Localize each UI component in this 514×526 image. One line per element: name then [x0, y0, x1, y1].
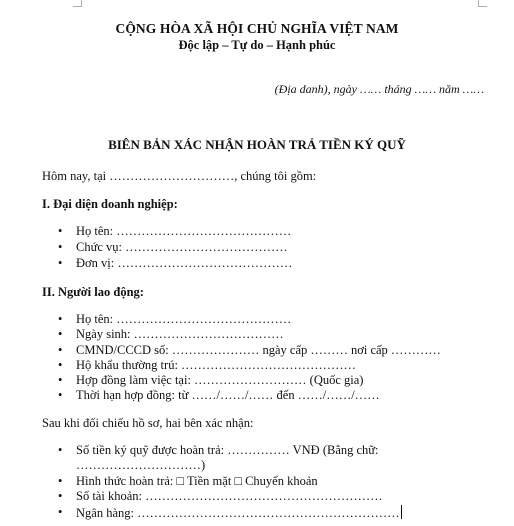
crop-mark-top-right — [478, 0, 487, 7]
section1-heading: I. Đại diện doanh nghiệp: — [42, 197, 178, 211]
bullet-icon: • — [58, 358, 63, 372]
bullet-icon: • — [58, 312, 63, 326]
crop-mark-top-left — [73, 0, 82, 7]
bullet-icon: • — [58, 256, 63, 270]
bullet-icon: • — [58, 343, 63, 357]
document-page: CỘNG HÒA XÃ HỘI CHỦ NGHĨA VIỆT NAM Độc lập – Tự do – Hạnh phúc (Địa danh), ngày …… tháng …… năm …… BIÊN BẢN XÁC NHẬN HOÀN TRẢ TIỀN KÝ QUỸ Hôm nay, tại …………………………, chúng tôi gồm: I. Đại diện doanh nghiệp: • Họ tên: …………………………………… • Chức vụ: ………………………………… • Đơn vị: …………………………………… II. Người lao động: • Họ tên: …………………………………… • Ngày sinh: ……………………………… • CMND/CCCD số: ………………… ngày cấp ……… nơi cấp ………… • Hộ khẩu thường trú: …………………………………… • Hợp đồng làm việc tại: ……………………… (Quốc gia) • Thời hạn hợp đồng: từ ……/……/…… đến ……/……/…… Sau khi đối chiếu hồ sơ, hai bên xác nhận: • Số tiền ký quỹ được hoàn trả: …………… VNĐ (Bằng chữ: …………………………) • Hình thức hoàn trả: □ Tiền mặt □ Chuyển khoản • Số tài khoản: ………………………………………………… • Ngân hàng: ……………………………………………………… — [0, 0, 514, 526]
bullet-icon: • — [58, 505, 63, 519]
bullet-icon: • — [58, 240, 63, 254]
bullet-icon: • — [58, 489, 63, 503]
bullet-icon: • — [58, 327, 63, 341]
bullet-icon: • — [58, 443, 63, 457]
document-title: BIÊN BẢN XÁC NHẬN HOÀN TRẢ TIỀN KÝ QUỸ — [108, 137, 406, 152]
text-cursor[interactable] — [401, 505, 402, 519]
bullet-icon: • — [58, 474, 63, 488]
bank-line: Ngân hàng: ……………………………………………………… — [76, 506, 400, 520]
confirm-intro: Sau khi đối chiếu hồ sơ, hai bên xác nhận: — [42, 416, 254, 430]
place-date-line: (Địa danh), ngày …… tháng …… năm …… — [274, 82, 484, 96]
section2-heading: II. Người lao động: — [42, 285, 144, 299]
national-motto: Độc lập – Tự do – Hạnh phúc — [178, 38, 336, 52]
bullet-icon: • — [58, 373, 63, 387]
intro-line: Hôm nay, tại …………………………, chúng tôi gồm: — [42, 169, 317, 183]
national-title: CỘNG HÒA XÃ HỘI CHỦ NGHĨA VIỆT NAM — [115, 21, 399, 36]
bullet-icon: • — [58, 224, 63, 238]
bullet-icon: • — [58, 388, 63, 402]
